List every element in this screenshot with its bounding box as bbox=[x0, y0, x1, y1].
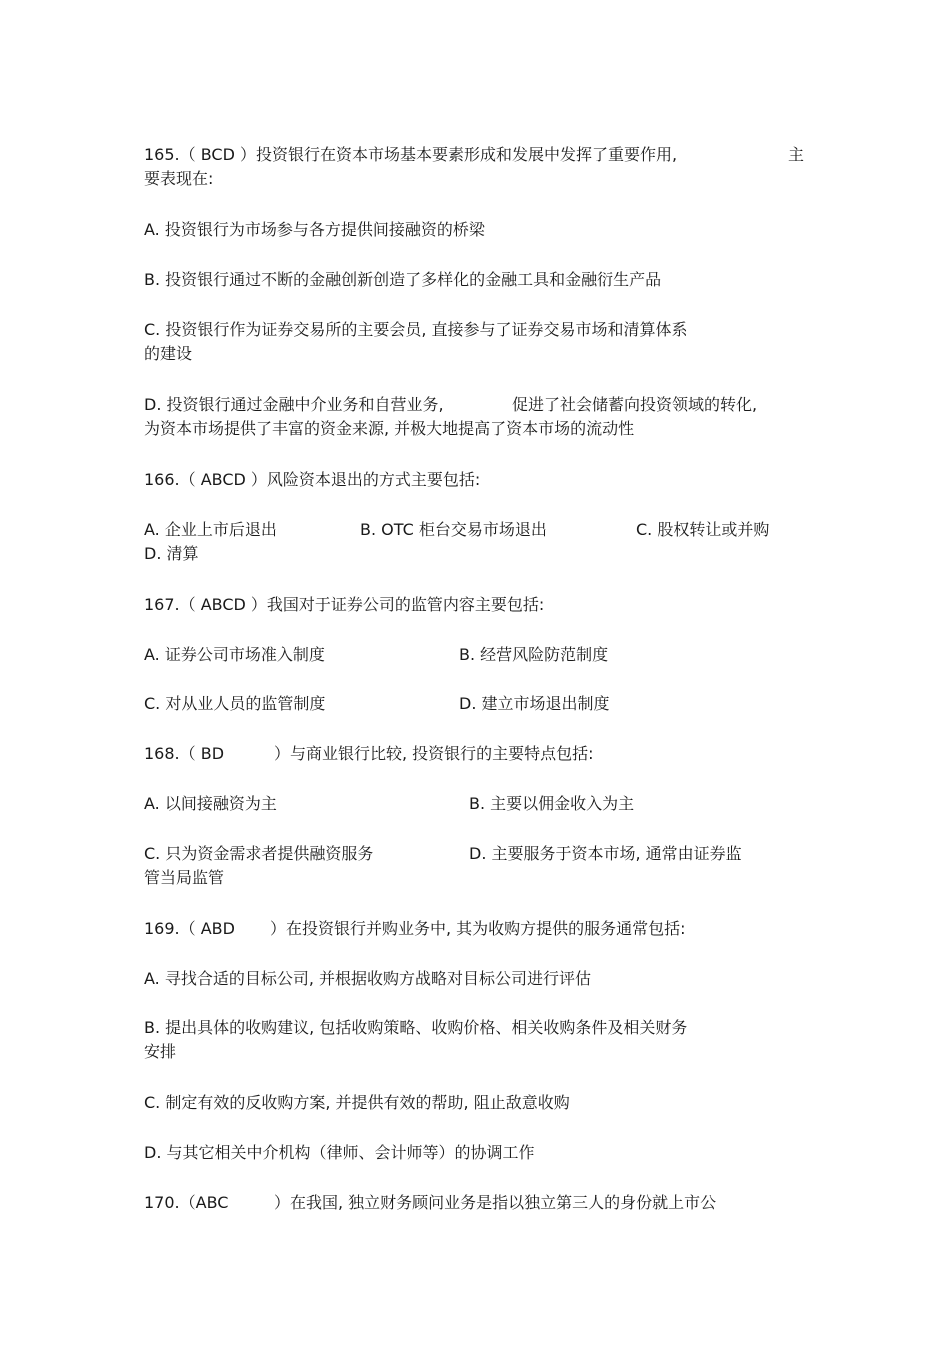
question-165-option-c-cont: 的建设 bbox=[144, 344, 193, 363]
question-167-option-b: B. 经营风险防范制度 bbox=[459, 645, 609, 664]
question-165-option-d: D. 投资银行通过金融中介业务和自营业务, bbox=[144, 395, 444, 414]
question-165-stem: 165.（ BCD ）投资银行在资本市场基本要素形成和发展中发挥了重要作用, bbox=[144, 145, 678, 164]
question-169-stem-cont: ）在投资银行并购业务中, 其为收购方提供的服务通常包括: bbox=[270, 919, 686, 938]
question-167-option-a: A. 证券公司市场准入制度 bbox=[144, 645, 325, 664]
question-169-option-b: B. 提出具体的收购建议, 包括收购策略、收购价格、相关收购条件及相关财务 bbox=[144, 1018, 688, 1037]
question-165-option-a: A. 投资银行为市场参与各方提供间接融资的桥梁 bbox=[144, 220, 485, 239]
question-167-stem: 167.（ ABCD ）我国对于证券公司的监管内容主要包括: bbox=[144, 595, 545, 614]
question-165-option-c: C. 投资银行作为证券交易所的主要会员, 直接参与了证券交易市场和清算体系 bbox=[144, 320, 688, 339]
question-168-option-d-cont: 管当局监管 bbox=[144, 868, 225, 887]
question-166-option-c: C. 股权转让或并购 bbox=[636, 520, 770, 539]
question-168-stem-cont: ）与商业银行比较, 投资银行的主要特点包括: bbox=[274, 744, 594, 763]
question-168-option-a: A. 以间接融资为主 bbox=[144, 794, 277, 813]
question-170-stem-cont: ）在我国, 独立财务顾问业务是指以独立第三人的身份就上市公 bbox=[274, 1193, 717, 1212]
question-169-stem: 169.（ ABD bbox=[144, 919, 235, 938]
question-165-option-b: B. 投资银行通过不断的金融创新创造了多样化的金融工具和金融衍生产品 bbox=[144, 270, 662, 289]
question-169-option-c: C. 制定有效的反收购方案, 并提供有效的帮助, 阻止敌意收购 bbox=[144, 1093, 570, 1112]
question-170-stem: 170.（ABC bbox=[144, 1193, 229, 1212]
question-168-stem: 168.（ BD bbox=[144, 744, 225, 763]
question-169-option-b-cont: 安排 bbox=[144, 1042, 177, 1061]
question-168-option-b: B. 主要以佣金收入为主 bbox=[469, 794, 635, 813]
question-169-option-a: A. 寻找合适的目标公司, 并根据收购方战略对目标公司进行评估 bbox=[144, 969, 592, 988]
question-165-option-d-part2: 促进了社会储蓄向投资领域的转化, bbox=[512, 395, 758, 414]
question-166-option-b: B. OTC 柜台交易市场退出 bbox=[360, 520, 547, 539]
question-168-option-c: C. 只为资金需求者提供融资服务 bbox=[144, 844, 374, 863]
question-166-stem: 166.（ ABCD ）风险资本退出的方式主要包括: bbox=[144, 470, 481, 489]
question-165-stem-tail: 主 bbox=[788, 145, 805, 164]
question-166-option-a: A. 企业上市后退出 bbox=[144, 520, 277, 539]
question-167-option-c: C. 对从业人员的监管制度 bbox=[144, 694, 326, 713]
question-165-stem-cont: 要表现在: bbox=[144, 169, 214, 188]
question-165-option-d-cont: 为资本市场提供了丰富的资金来源, 并极大地提高了资本市场的流动性 bbox=[144, 419, 635, 438]
question-169-option-d: D. 与其它相关中介机构（律师、会计师等）的协调工作 bbox=[144, 1143, 535, 1162]
question-166-option-d: D. 清算 bbox=[144, 544, 199, 563]
question-168-option-d: D. 主要服务于资本市场, 通常由证券监 bbox=[469, 844, 742, 863]
question-167-option-d: D. 建立市场退出制度 bbox=[459, 694, 610, 713]
